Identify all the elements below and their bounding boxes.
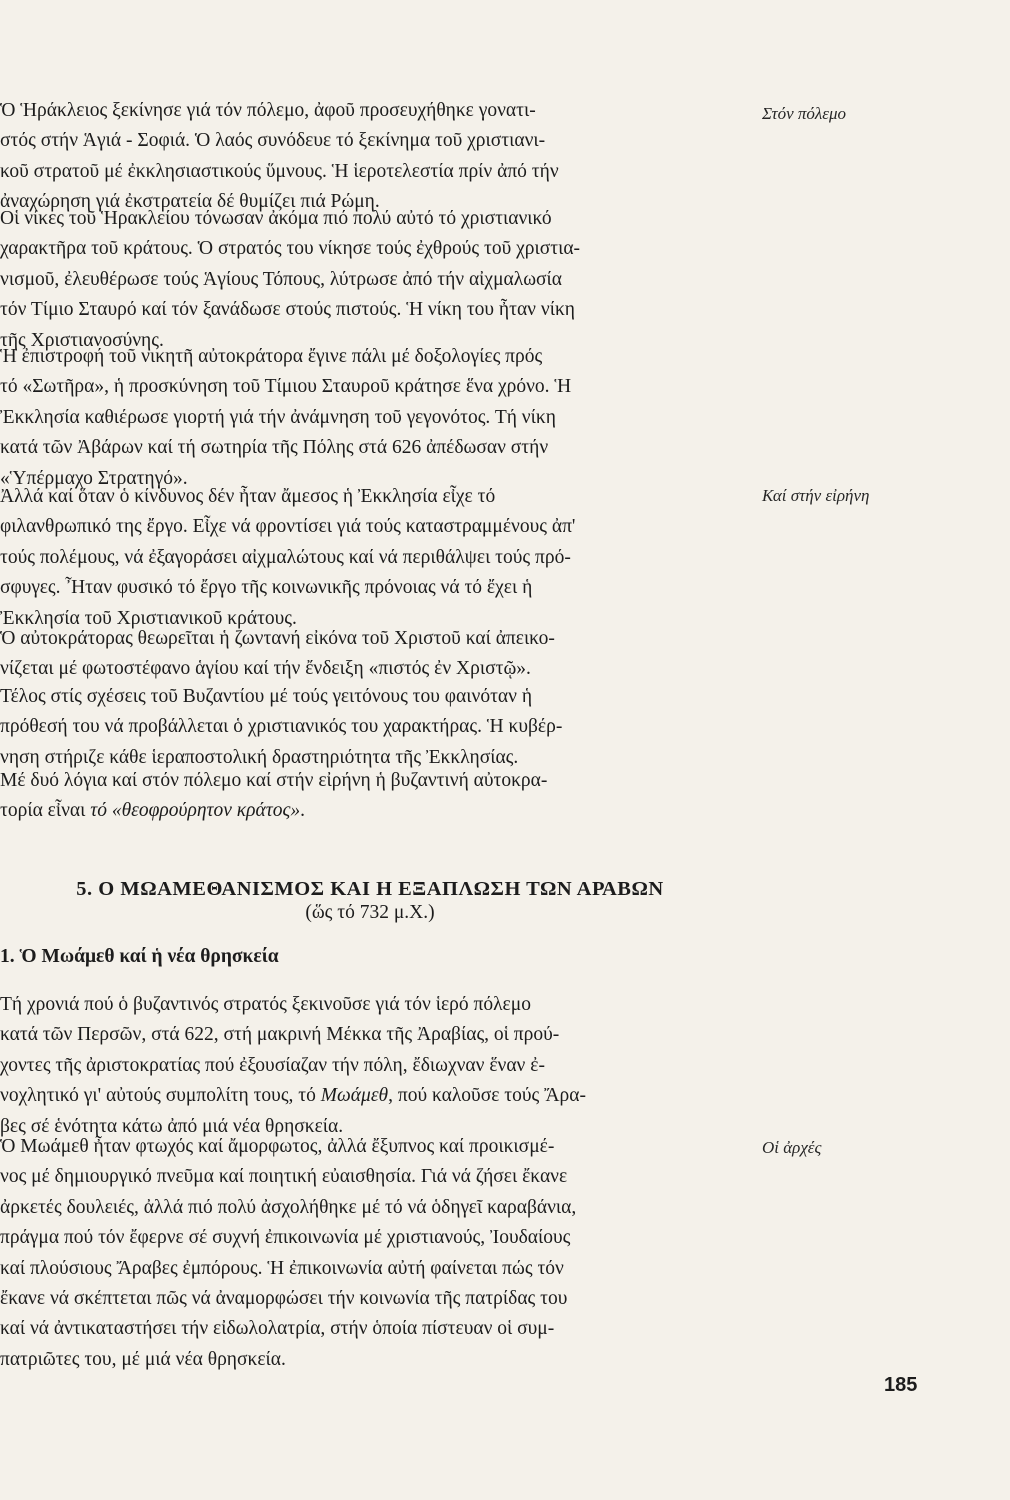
paragraph-emperor-image: Ὁ αὐτοκράτορας θεωρεῖται ἡ ζωντανή εἰκόνα τοῦ Χριστοῦ καί ἀπεικο- νίζεται μέ φωτοστέφανο ἁγίου καί τήν ἔνδειξη «πιστός ἐν Χριστῷ». [0,628,555,680]
paragraph-philanthropy: Ἀλλά καί ὅταν ὁ κίνδυνος δέν ἦταν ἄμεσος ἡ Ἐκκλησία εἶχε τό φιλανθρωπικό της ἔργο. Εἶχε νά φροντίσει γιά τούς καταστραμμένους ἀπ' τούς πολέμους, νά ἐξαγοράσει αἰχμαλώτους καί νά περιθάλψει τούς πρό- σφυγες. Ἦταν φυσικό τό ἔργο τῆς κοινωνικῆς πρόνοιας νά τό ἔχει ἡ Ἐκκλησία τοῦ Χριστιανικοῦ κράτους. [0,486,576,629]
page-number: 185 [884,1374,918,1396]
section-heading: 5. Ο ΜΩΑΜΕΘΑΝΙΣΜΟΣ ΚΑΙ Η ΕΞΑΠΛΩΣΗ ΤΩΝ ΑΡΑΒΩΝ [76,878,664,900]
paragraph-mecca [0,990,738,1142]
paragraph-heraclius-war: Ὁ Ἡράκλειος ξεκίνησε γιά τόν πόλεμο, ἀφοῦ προσευχήθηκε γονατι- στός στήν Ἁγιά - Σοφιά. Ὁ λαός συνόδευε τό ξεκίνημα τοῦ χριστιανι- κοῦ στρατοῦ μέ ἐκκλησιαστικούς ὕμνους. Ἡ ἱεροτελεστία πρίν ἀπό τήν ἀναχώρηση γιά ἐκστρατεία δέ θυμίζει πιά Ρώμη. [0,100,559,213]
summary-text: Μέ δυό λόγια καί στόν πόλεμο καί στήν εἰρήνη ἡ βυζαντινή αὐτοκρα- τορία εἶναι [0,770,548,822]
section-dates: (ὥς τό 732 μ.Χ.) [305,902,435,923]
mecca-emphasis: Μωάμεθ [320,1085,389,1107]
paragraph-summary [0,766,738,827]
margin-note-beginnings: Οἱ ἀρχές [762,1138,822,1157]
paragraph-victories: Οἱ νίκες τοῦ Ἡρακλείου τόνωσαν ἀκόμα πιό πολύ αὐτό τό χριστιανικό χαρακτῆρα τοῦ κράτους. Ὁ στρατός του νίκησε τούς ἐχθρούς τοῦ χριστια- νισμοῦ, ἐλευθέρωσε τούς Ἁγίους Τόπους, λύτρωσε ἀπό τήν αἰχμαλωσία τόν Τίμιο Σταυρό καί τόν ξανάδωσε στούς πιστούς. Ἡ νίκη του ἦταν νίκη τῆς Χριστιανοσύνης. [0,208,581,351]
subsection-heading: 1. Ὁ Μωάμεθ καί ἡ νέα θρησκεία [0,946,279,967]
margin-note-peace: Καί στήν εἰρήνη [762,486,870,505]
mecca-text-b: , πού καλοῦσε τούς Ἄρα- βες σέ ἑνότητα κάτω ἀπό μιά νέα θρησκεία. [0,1085,586,1137]
summary-end: . [300,800,305,822]
summary-emphasis: τό «θεοφρούρητον κράτος» [90,800,301,822]
margin-note-war: Στόν πόλεμο [762,104,847,123]
paragraph-foreign-relations: Τέλος στίς σχέσεις τοῦ Βυζαντίου μέ τούς γειτόνους του φαινόταν ἡ πρόθεσή του νά προβάλλεται ὁ χριστιανικός του χαρακτήρας. Ἡ κυβέρ- νηση στήριζε κάθε ἱεραποστολική δραστηριότητα τῆς Ἐκκλησίας. [0,686,563,768]
paragraph-return: Ἡ ἐπιστροφή τοῦ νικητῆ αὐτοκράτορα ἔγινε πάλι μέ δοξολογίες πρός τό «Σωτῆρα», ἡ προσκύνηση τοῦ Τίμιου Σταυροῦ κράτησε ἕνα χρόνο. Ἡ Ἐκκλησία καθιέρωσε γιορτή γιά τήν ἀνάμνηση τοῦ γεγονότος. Τή νίκη κατά τῶν Ἀβάρων καί τή σωτηρία τῆς Πόλης στά 626 ἀπέδωσαν στήν «Ὑπέρμαχο Στρατηγό». [0,346,572,489]
mecca-text-a: Τή χρονιά πού ὁ βυζαντινός στρατός ξεκινοῦσε γιά τόν ἱερό πόλεμο κατά τῶν Περσῶν, στά 622, στή μακρινή Μέκκα τῆς Ἀραβίας, οἱ πρού- χοντες τῆς ἀριστοκρατίας πού ἐξουσίαζαν τήν πόλη, ἔδιωχναν ἕναν ἐ- νοχλητικό γι' αὐτούς συμπολίτη τους, τό [0,994,560,1107]
paragraph-muhammad: Ὁ Μωάμεθ ἦταν φτωχός καί ἄμορφωτος, ἀλλά ἔξυπνος καί προικισμέ- νος μέ δημιουργικό πνεῦμα καί ποιητική εὐαισθησία. Γιά νά ζήσει ἔκανε ἀρκετές δουλειές, ἀλλά πιό πολύ ἀσχολήθηκε μέ τό νά ὁδηγεῖ καραβάνια, πράγμα πού τόν ἔφερνε σέ συχνή ἐπικοινωνία μέ χριστιανούς, Ἰουδαίους καί πλούσιους Ἄραβες ἐμπόρους. Ἡ ἐπικοινωνία αὐτή φαίνεται πώς τόν ἔκανε νά σκέπτεται πῶς νά ἀναμορφώσει τήν κοινωνία τῆς πατρίδας του καί νά ἀντικαταστήσει τήν εἰδωλολατρία, στήν ὁποία πίστευαν οἱ συμ- πατριῶτες του, μέ μιά νέα θρησκεία. [0,1136,577,1370]
